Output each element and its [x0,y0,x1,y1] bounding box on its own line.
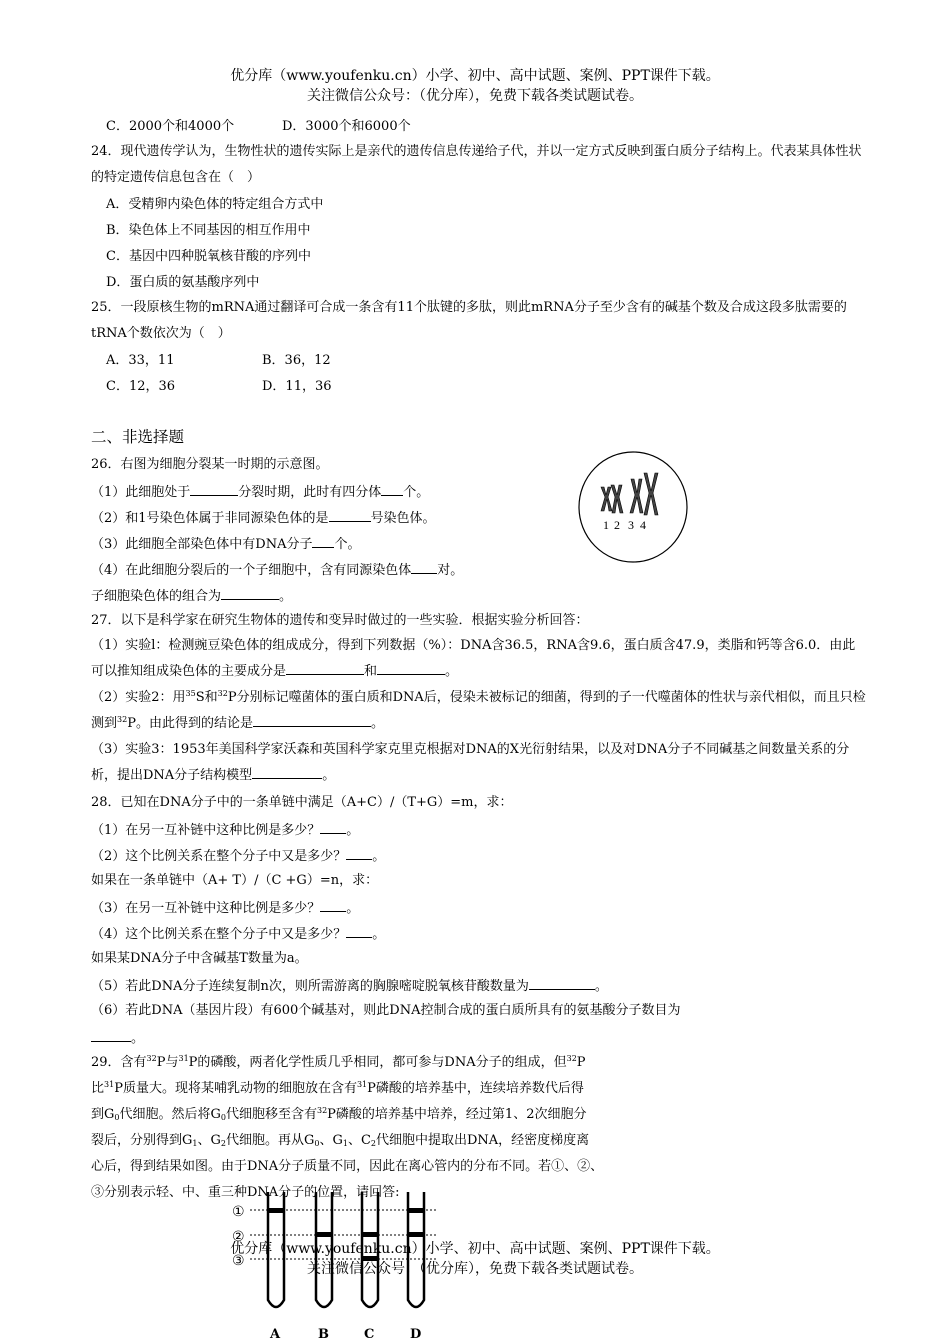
q25-option-c: C．12，36 [106,379,176,394]
chromosome-label-3: 3 [628,518,634,532]
tube-c-band-1 [362,1232,378,1237]
q28-condition-2: 如果在一条单链中（A+ T）/（C +G）=n，求： [91,873,379,888]
q25-stem: 25．一段原核生物的mRNA通过翻译可合成一条含有11个肽键的多肽，则此mRNA分子至少含有的碱基个数及合成这段多肽需要的tRNA个数依次为（ ） [91,300,847,341]
q29-line-4: 裂后，分别得到$G_1$、$G_2$代细胞。再从$G_0$、$G_1$、$C_2$代细胞中提取出DNA，经密度梯度离 [91,1133,590,1148]
q28-part-6: （6）若此DNA（基因片段）有600个碱基对，则此DNA控制合成的蛋白质所具有的氨基酸分子数目为 [91,1003,681,1018]
q26-part-3: （3）此细胞全部染色体中有DNA分子 个。 [91,537,361,552]
tube-label-d: D [410,1327,422,1342]
q28-part-5: （5）若此DNA分子连续复制n次，则所需游离的胸腺嘧啶脱氧核苷酸数量为 。 [91,979,608,994]
chromosome-label-1: 1 [603,518,609,532]
tube-label-c: C [364,1327,375,1342]
q28-part-4: （4）这个比例关系在整个分子中又是多少？ 。 [91,927,386,942]
footer-line-1: 优分库（www.youfenku.cn）小学、初中、高中试题、案例、PPT课件下载。 [230,1241,720,1257]
marker-heavy: ③ [232,1253,245,1269]
q28-part-2: （2）这个比例关系在整个分子中又是多少？ 。 [91,849,386,864]
q29-line-2: 比$^{31}$P质量大。现将某哺乳动物的细胞放在含有$^{31}$P磷酸的培养基中，连续培养数代后得 [91,1080,584,1096]
q23-option-d: D．3000个和6000个 [282,119,411,134]
chromosome-label-4: 4 [640,518,646,532]
tube-d-band-2 [408,1232,424,1237]
tube-d-band-1 [408,1208,424,1213]
q26-part-1: （1）此细胞处于 分裂时期，此时有四分体 个。 [91,485,430,500]
tube-label-b: B [318,1327,329,1342]
q29-line-1: 29．含有$^{32}$P与$^{31}$P的磷酸，两者化学性质几乎相同，都可参与DNA分子的组成，但$^{32}$P [91,1054,586,1070]
q24-stem: 24．现代遗传学认为，生物性状的遗传实际上是亲代的遗传信息传递给子代，并以一定方式反映到蛋白质分子结构上。代表某具体性状的特定遗传信息包含在（ ） [91,144,862,185]
q26-part-4: （4）在此细胞分裂后的一个子细胞中，含有同源染色体 对。 [91,563,464,578]
tube-b-band [316,1232,332,1237]
q28-part-3: （3）在另一互补链中这种比例是多少？ 。 [91,901,360,916]
q27-part-2: （2）实验2：用$^{35}$S和$^{32}$P分别标记噬菌体的蛋白质和DNA后，侵染未被标记的细菌，得到的子一代噬菌体的性状与亲代相似，而且只检测到$^{32}$P。由此得到的结论是 。 [91,689,866,731]
q27-part-1: （1）实验l：检测豌豆染色体的组成成分，得到下列数据（%）：DNA含36.5，RNA含9.6，蛋白质含47.9，类脂和钙等含6.0．由此可以推知组成染色体的主要成分是 和 。 [91,638,856,679]
q24-option-d: D．蛋白质的氨基酸序列中 [106,275,260,290]
q23-option-c: C．2000个和4000个 [106,119,235,134]
q26-part-5: 子细胞染色体的组合为 。 [91,589,293,604]
q28-stem: 28．已知在DNA分子中的一条单链中满足（A+C）/（T+G）=m，求： [91,795,513,810]
q26-part-2: （2）和1号染色体属于非同源染色体的是 号染色体。 [91,511,436,526]
tube-a-band [268,1208,284,1213]
footer-line-2: 关注微信公众号：（优分库），免费下载各类试题试卷。 [307,1261,643,1277]
q28-condition-3: 如果某DNA分子中含碱基T数量为a。 [91,951,308,966]
q24-option-a: A．受精卵内染色体的特定组合方式中 [106,197,324,212]
header-line-2: 关注微信公众号：（优分库），免费下载各类试题试卷。 [307,88,643,104]
q27-stem: 27．以下是科学家在研究生物体的遗传和变异时做过的一些实验．根据实验分析回答： [91,613,589,628]
q25-option-d: D．11，36 [262,379,332,394]
section-title: 二、非选择题 [91,428,185,446]
q27-part-3: （3）实验3：1953年美国科学家沃森和英国科学家克里克根据对DNA的X光衍射结果，以及对DNA分子不同碱基之间数量关系的分析，提出DNA分子结构模型 。 [91,742,850,783]
q28-part-6-answer: 。 [91,1029,144,1047]
q24-option-b: B．染色体上不同基因的相互作用中 [106,223,311,238]
q26-stem: 26．右图为细胞分裂某一时期的示意图。 [91,457,329,472]
tube-label-a: A [270,1327,281,1342]
q28-part-1: （1）在另一互补链中这种比例是多少？ 。 [91,823,360,838]
q24-option-c: C．基因中四种脱氧核苷酸的序列中 [106,249,311,264]
q29-line-5: 心后，得到结果如图。由于DNA分子质量不同，因此在离心管内的分布不同。若①、②、 [91,1159,604,1174]
chromosome-label-2: 2 [614,518,620,532]
q25-option-b: B．36，12 [262,353,331,368]
marker-light: ① [232,1204,245,1220]
q25-option-a: A．33，11 [106,353,175,368]
cell-division-figure [578,451,688,563]
marker-middle: ② [232,1229,245,1245]
q29-line-6: ③分别表示轻、中、重三种DNA分子的位置，请回答: [91,1185,400,1200]
header-line-1: 优分库（www.youfenku.cn）小学、初中、高中试题、案例、PPT课件下载。 [230,68,720,84]
q29-line-3: 到$G_0$代细胞。然后将$G_0$代细胞移至含有$^{32}$P磷酸的培养基中培养，经过第1、2次细胞分 [91,1106,587,1122]
